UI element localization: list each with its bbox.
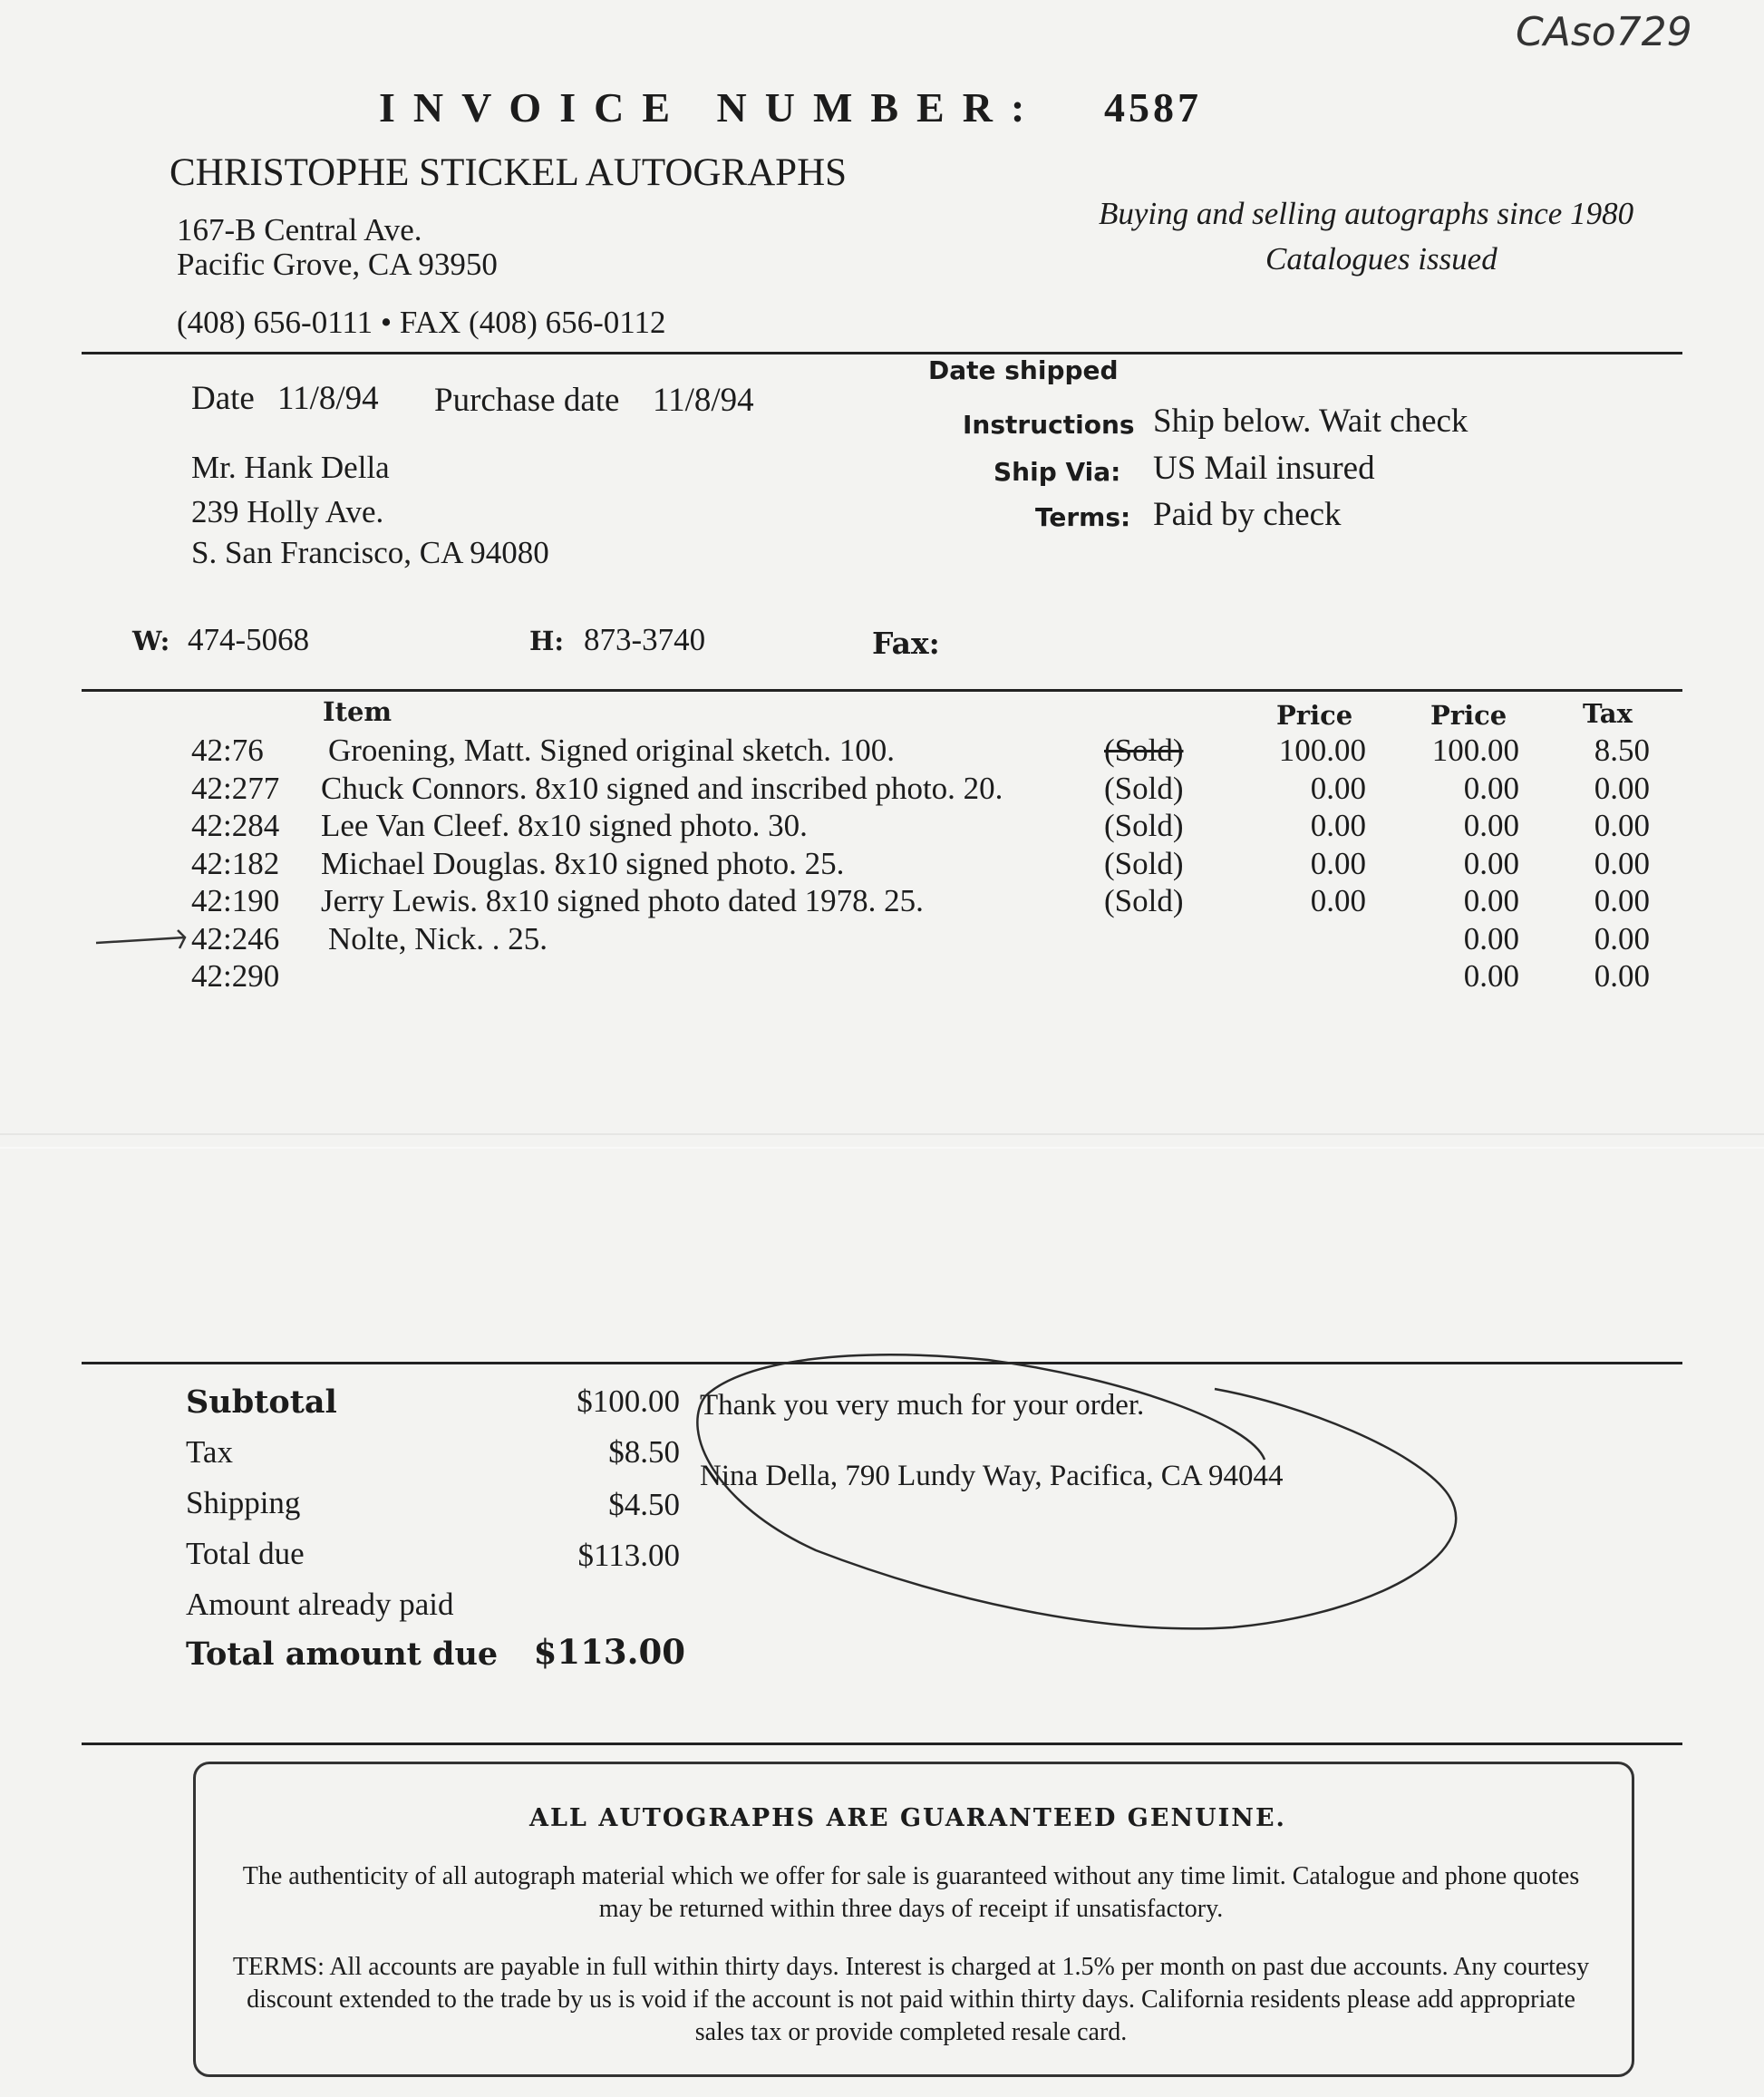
terms-label: Terms: [1035, 502, 1131, 532]
col-header-item: Item [323, 696, 393, 727]
date-shipped-label: Date shipped [928, 355, 1119, 385]
item-price-2: 0.00 [1463, 883, 1519, 918]
item-price-2: 100.00 [1431, 733, 1519, 768]
home-phone: 873-3740 [584, 622, 706, 657]
item-price-2: 0.00 [1463, 845, 1519, 881]
item-code: 42:76 [191, 733, 264, 768]
item-price-2: 0.00 [1463, 770, 1519, 806]
item-price: 0.00 [1310, 770, 1366, 806]
item-code: 42:246 [191, 920, 280, 956]
handwritten-check-mark [91, 923, 199, 959]
catalogue-tagline: Catalogues issued [1265, 241, 1497, 277]
invoice-date: 11/8/94 [277, 380, 379, 417]
item-tax: 0.00 [1594, 883, 1650, 918]
invoice-number: 4587 [1104, 84, 1202, 131]
tax-value: $8.50 [608, 1434, 680, 1470]
customer-street: 239 Holly Ave. [191, 494, 384, 529]
items-divider [82, 689, 1682, 692]
shipping-value: $4.50 [608, 1487, 680, 1522]
guarantee-title: ALL AUTOGRAPHS ARE GUARANTEED GENUINE. [529, 1804, 1286, 1832]
work-phone: 474-5068 [188, 622, 310, 657]
item-status: (Sold) [1104, 808, 1184, 843]
thank-you-note: Thank you very much for your order. [700, 1389, 1145, 1422]
item-tax: 0.00 [1594, 808, 1650, 843]
item-description: Nolte, Nick. . 25. [328, 920, 548, 956]
item-price-2: 0.00 [1463, 958, 1519, 994]
ship-to-note: Nina Della, 790 Lundy Way, Pacifica, CA 94044 [700, 1460, 1284, 1492]
item-tax: 0.00 [1594, 958, 1650, 994]
item-price: 0.00 [1310, 845, 1366, 881]
item-price-2: 0.00 [1463, 808, 1519, 843]
ship-via-value: US Mail insured [1153, 450, 1375, 487]
item-status: (Sold) [1104, 770, 1184, 806]
item-code: 42:190 [191, 883, 280, 918]
purchase-date-label: Purchase date [434, 382, 620, 419]
total-due-value: $113.00 [577, 1538, 680, 1573]
customer-name: Mr. Hank Della [191, 450, 390, 485]
item-description: Lee Van Cleef. 8x10 signed photo. 30. [321, 808, 808, 843]
total-amount-due-label: Total amount due [186, 1636, 499, 1673]
terms-text: TERMS: All accounts are payable in full within thirty days. Interest is charged at 1.5% per month on past due accounts. Any courtesy discount extended to the trade by us is void if the account is not paid within thirty days. California residents please add appropriate sales tax or provide completed resale card. [232, 1953, 1590, 2046]
instructions-label: Instructions [963, 410, 1135, 440]
ship-via-label: Ship Via: [993, 457, 1121, 487]
total-amount-due-value: $113.00 [533, 1632, 685, 1672]
total-due-label: Total due [186, 1536, 305, 1571]
item-description: Chuck Connors. 8x10 signed and inscribed photo. 20. [321, 770, 1003, 806]
subtotal-value: $100.00 [577, 1383, 680, 1419]
item-price: 0.00 [1310, 808, 1366, 843]
subtotal-label: Subtotal [186, 1383, 337, 1421]
col-header-price-2: Price [1430, 700, 1507, 731]
footer-divider [82, 1743, 1682, 1745]
item-price: 0.00 [1310, 883, 1366, 918]
col-header-price: Price [1276, 700, 1353, 731]
item-price-2: 0.00 [1463, 920, 1519, 956]
date-label: Date [191, 380, 255, 417]
item-tax: 8.50 [1594, 733, 1650, 768]
home-phone-label: H: [529, 626, 565, 656]
shipping-label: Shipping [186, 1485, 301, 1520]
paper-fold [0, 1133, 1764, 1135]
item-status: (Sold) [1104, 845, 1184, 881]
work-phone-label: W: [132, 626, 170, 656]
handwritten-circle [671, 1324, 1487, 1650]
amount-already-paid-label: Amount already paid [186, 1587, 454, 1622]
item-code: 42:290 [191, 958, 280, 994]
item-tax: 0.00 [1594, 920, 1650, 956]
col-header-tax: Tax [1583, 698, 1633, 729]
company-address-line2: Pacific Grove, CA 93950 [177, 247, 498, 282]
customer-city: S. San Francisco, CA 94080 [191, 535, 549, 570]
item-tax: 0.00 [1594, 770, 1650, 806]
handwritten-catalog-note: CAso729 [1516, 9, 1692, 55]
tax-label: Tax [186, 1434, 233, 1470]
terms-value: Paid by check [1153, 496, 1342, 533]
item-code: 42:182 [191, 845, 280, 881]
instructions-value: Ship below. Wait check [1153, 403, 1468, 440]
header-divider [82, 352, 1682, 354]
company-name: CHRISTOPHE STICKEL AUTOGRAPHS [170, 151, 848, 194]
item-description: Groening, Matt. Signed original sketch. 100. [328, 733, 896, 768]
invoice-number-label: INVOICE NUMBER: [379, 84, 1043, 131]
item-tax: 0.00 [1594, 845, 1650, 881]
fax-label: Fax: [872, 626, 940, 661]
item-code: 42:277 [191, 770, 280, 806]
purchase-date: 11/8/94 [653, 382, 754, 419]
company-tagline: Buying and selling autographs since 1980 [1099, 196, 1634, 231]
item-description: Jerry Lewis. 8x10 signed photo dated 1978. 25. [321, 883, 924, 918]
item-price: 100.00 [1278, 733, 1366, 768]
company-phone-fax: (408) 656-0111 • FAX (408) 656-0112 [177, 305, 666, 340]
item-status: (Sold) [1104, 733, 1184, 768]
item-status: (Sold) [1104, 883, 1184, 918]
company-address-line1: 167-B Central Ave. [177, 212, 422, 248]
paper-fold-highlight [0, 1147, 1764, 1149]
item-code: 42:284 [191, 808, 280, 843]
item-description: Michael Douglas. 8x10 signed photo. 25. [321, 845, 845, 881]
guarantee-text: The authenticity of all autograph material which we offer for sale is guaranteed without any time limit. Catalogue and phone quotes may be returned within three days of receipt if unsatisfactory. [242, 1862, 1580, 1923]
